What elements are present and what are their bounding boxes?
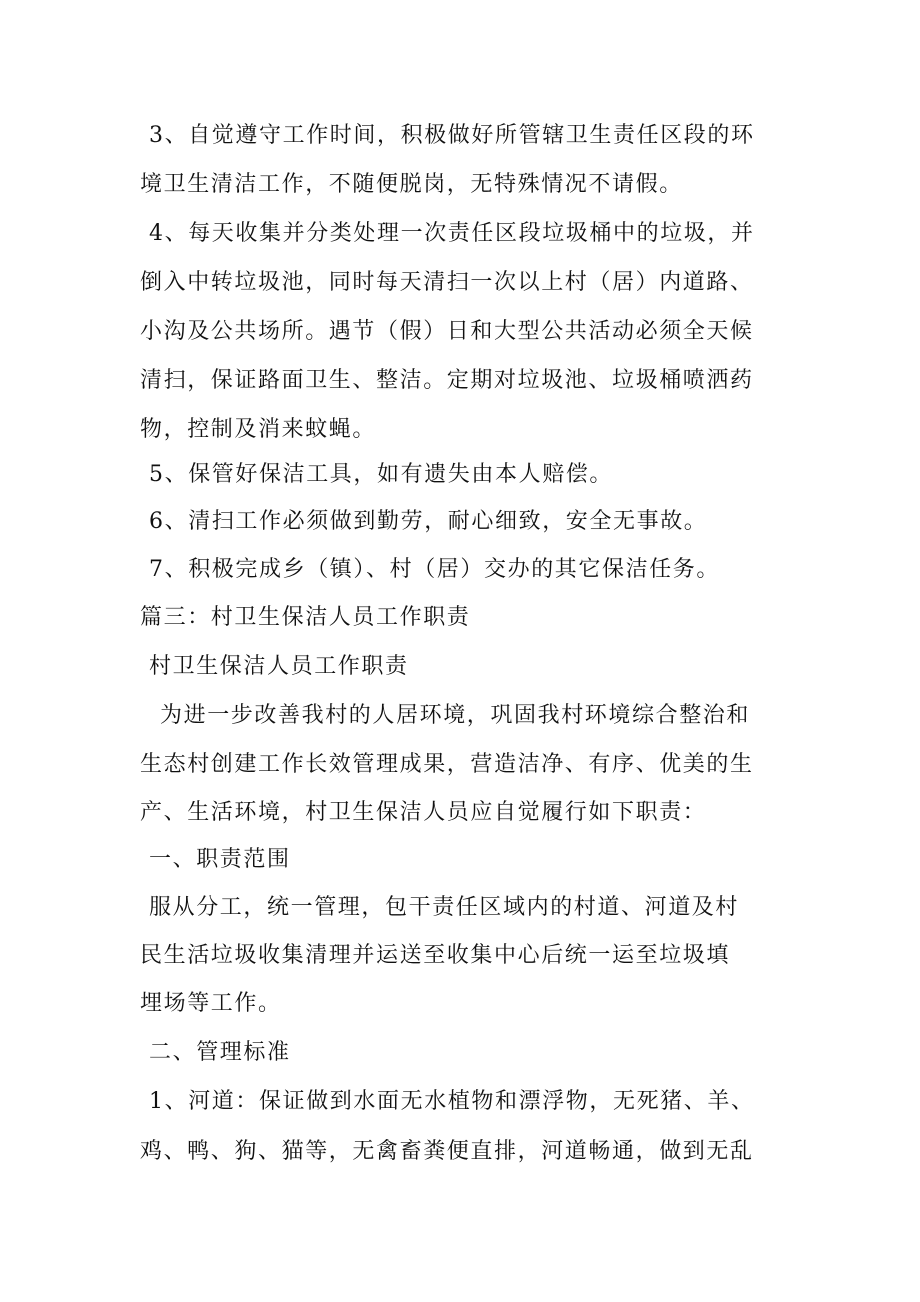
document-title: 村卫生保洁人员工作职责 [149,654,409,679]
text-line: 产、生活环境，村卫生保洁人员应自觉履行如下职责： [140,800,707,825]
text-line: 鸡、鸭、狗、猫等，无禽畜粪便直排，河道畅通，做到无乱 [140,1139,754,1164]
subsection-heading: 二、管理标准 [149,1040,291,1065]
text-line: 清扫，保证路面卫生、整洁。定期对垃圾池、垃圾桶喷洒药 [140,368,754,393]
text-line: 5、保管好保洁工具，如有遗失由本人赔偿。 [149,462,613,487]
section-heading: 篇三：村卫生保洁人员工作职责 [140,605,471,630]
text-line: 7、积极完成乡（镇）、村（居）交办的其它保洁任务。 [149,557,720,582]
text-line: 1、河道：保证做到水面无水植物和漂浮物，无死猪、羊、 [149,1089,755,1114]
text-line: 境卫生清洁工作，不随便脱岗，无特殊情况不请假。 [140,172,683,197]
text-line: 民生活垃圾收集清理并运送至收集中心后统一运至垃圾填 [140,943,731,968]
text-line: 倒入中转垃圾池，同时每天清扫一次以上村（居）内道路、 [140,270,754,295]
text-line: 3、自觉遵守工作时间，积极做好所管辖卫生责任区段的环 [149,123,755,148]
text-line: 6、清扫工作必须做到勤劳，耐心细致，安全无事故。 [149,509,708,534]
text-line: 为进一步改善我村的人居环境，巩固我村环境综合整治和 [160,703,751,728]
text-line: 物，控制及消来蚊蝇。 [140,417,377,442]
text-line: 服从分工，统一管理，包干责任区域内的村道、河道及村 [149,895,740,920]
text-line: 生态村创建工作长效管理成果，营造洁净、有序、优美的生 [140,752,754,777]
text-line: 埋场等工作。 [140,991,282,1016]
text-line: 4、每天收集并分类处理一次责任区段垃圾桶中的垃圾，并 [149,221,755,246]
subsection-heading: 一、职责范围 [149,847,291,872]
text-line: 小沟及公共场所。遇节（假）日和大型公共活动必须全天候 [140,319,754,344]
